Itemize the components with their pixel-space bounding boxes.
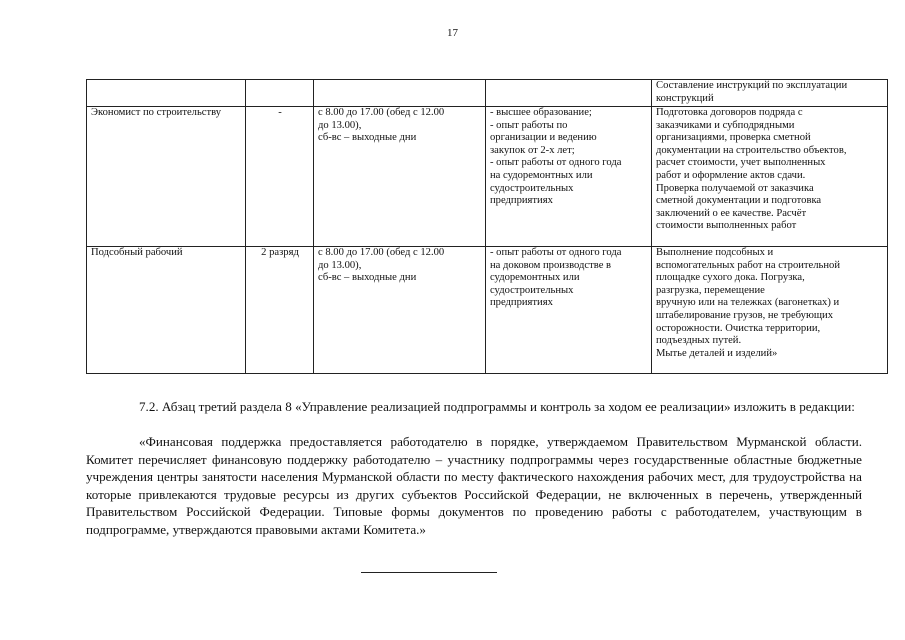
requirement-line: - опыт работы от одного года xyxy=(490,247,622,258)
duties-line: Выполнение подсобных и xyxy=(656,247,774,258)
duties-line: Проверка получаемой от заказчика xyxy=(656,182,814,194)
duties-line: подъездных путей. xyxy=(656,335,742,347)
amendment-intro-paragraph: 7.2. Абзац третий раздела 8 «Управление реализацией подпрограммы и контроль за ходом ее реализации» изложить в редакции: xyxy=(139,399,855,414)
cell-grade-empty xyxy=(246,80,314,107)
duties-line: организациями, проверка сметной xyxy=(656,132,811,144)
cell-requirements-empty xyxy=(486,80,652,107)
requirement-line: на доковом производстве в xyxy=(490,259,612,271)
requirement-line: предприятиях xyxy=(490,195,553,207)
duties-line: заключений о ее качестве. Расчёт xyxy=(656,207,807,219)
schedule-line: сб-вс – выходные дни xyxy=(318,272,417,284)
cell-requirements-auxiliary-worker xyxy=(486,247,652,374)
table-row-auxiliary-worker xyxy=(87,247,888,374)
schedule-line: с 8.00 до 17.00 (обед с 12.00 xyxy=(318,107,445,118)
cell-schedule-economist xyxy=(314,107,486,247)
schedule-line: сб-вс – выходные дни xyxy=(318,132,417,144)
duties-line: стоимости выполненных работ xyxy=(656,220,797,232)
duties-line: площадке сухого дока. Погрузка, xyxy=(656,272,805,284)
duties-line: штабелирование грузов, не требующих xyxy=(656,309,833,321)
requirement-line: - опыт работы от одного года xyxy=(490,157,622,169)
duties-line: вручную или на тележках (вагонетках) и xyxy=(656,297,840,309)
requirement-line: предприятиях xyxy=(490,297,553,309)
requirement-line: судостроительных xyxy=(490,182,574,194)
cell-position-economist: Экономист по строительству xyxy=(87,107,246,247)
requirement-line: судостроительных xyxy=(490,284,574,296)
cell-grade-economist: - xyxy=(246,107,314,247)
requirement-line: судоремонтных или xyxy=(490,272,580,284)
cell-duties-auxiliary-worker xyxy=(652,247,888,374)
duties-line: работ и оформление актов сдачи. xyxy=(656,169,806,181)
duties-line: разгрузка, перемещение xyxy=(656,284,765,296)
cell-schedule-auxiliary-worker xyxy=(314,247,486,374)
cell-grade-auxiliary-worker: 2 разряд xyxy=(246,247,314,374)
requirement-line: закупок от 2-х лет; xyxy=(490,144,575,156)
schedule-line: до 13.00), xyxy=(318,119,362,131)
page-number: 17 xyxy=(447,27,458,39)
cell-position-auxiliary-worker: Подсобный рабочий xyxy=(87,247,246,374)
cell-duties-economist xyxy=(652,107,888,247)
cell-requirements-economist xyxy=(486,107,652,247)
table-row-continuation xyxy=(87,80,888,107)
requirement-line: - опыт работы по xyxy=(490,119,568,131)
duties-line: Мытье деталей и изделий» xyxy=(656,347,778,359)
staff-table xyxy=(86,79,888,374)
duties-line: осторожности. Очистка территории, xyxy=(656,322,821,334)
requirement-line: на судоремонтных или xyxy=(490,169,593,181)
duties-line: заказчиками и субподрядными xyxy=(656,119,795,131)
duties-line: сметной документации и подготовка xyxy=(656,195,822,207)
table-row-economist xyxy=(87,107,888,247)
cell-duties-continuation xyxy=(652,80,888,107)
duties-line: конструкций xyxy=(656,92,714,104)
duties-line: вспомогательных работ на строительной xyxy=(656,259,841,271)
requirement-line: организации и ведению xyxy=(490,132,597,144)
duties-line: Составление инструкций по эксплуатации xyxy=(656,80,848,91)
cell-schedule-empty xyxy=(314,80,486,107)
duties-line: Подготовка договоров подряда с xyxy=(656,107,803,118)
schedule-line: с 8.00 до 17.00 (обед с 12.00 xyxy=(318,247,445,258)
closing-divider xyxy=(361,572,497,573)
schedule-line: до 13.00), xyxy=(318,259,362,271)
duties-line: документации на строительство объектов, xyxy=(656,144,847,156)
cell-position-empty xyxy=(87,80,246,107)
duties-line: расчет стоимости, учет выполненных xyxy=(656,157,826,169)
amendment-quote-paragraph: «Финансовая поддержка предоставляется работодателю в порядке, утверждаемом Правительством Мурманской области. Комитет перечисляет финансовую поддержку работодателю – участнику подпрограммы через государственные областные бюджетные учреждения центры занятости населения Мурманской области по месту фактического нахождения рабочих мест, для трудоустройства на которые привлекаются трудовые ресурсы из других субъектов Российской Федерации, не включенных в перечень, утвержденный Правительством Российской Федерации. Типовые формы документов по проведению работы с работодателем, участвующим в подпрограмме, утверждаются правовыми актами Комитета.» xyxy=(86,434,862,537)
requirement-line: - высшее образование; xyxy=(490,107,592,118)
